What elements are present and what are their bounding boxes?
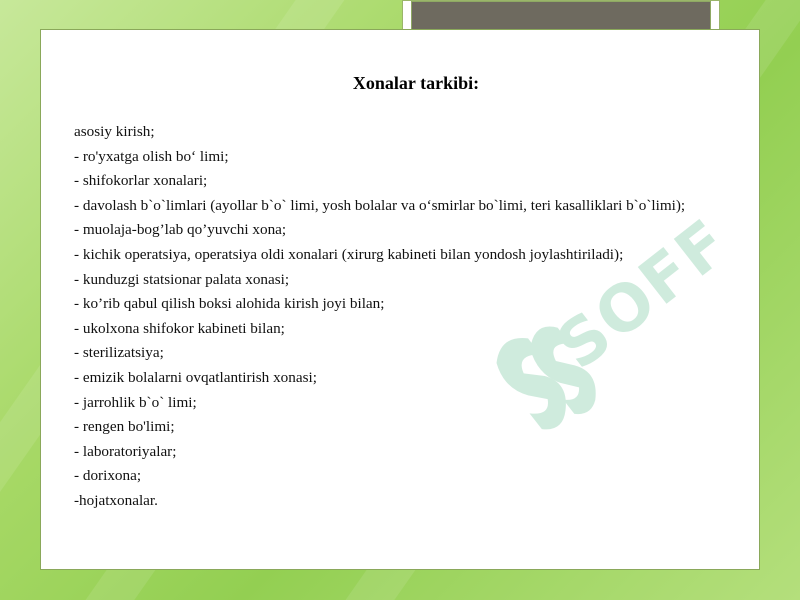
page-title: Xonalar tarkibi: bbox=[352, 73, 480, 93]
list-item: - davolash b`o`limlari (ayollar b`o` limi, yosh bolalar va o‘smirlar bo`limi, teri kasalliklari b`o`limi); bbox=[74, 196, 686, 214]
list-item: - sterilizatsiya; bbox=[74, 344, 164, 362]
slide-content-panel bbox=[40, 29, 760, 570]
list-item: - laboratoriyalar; bbox=[74, 442, 177, 460]
list-item: - jarrohlik b`o` limi; bbox=[74, 393, 197, 411]
list-item: asosiy kirish; bbox=[74, 123, 155, 140]
list-item: - ro'yxatga olish bo‘ limi; bbox=[74, 147, 229, 165]
list-item: - kichik operatsiya, operatsiya oldi xonalari (xirurg kabineti bilan yondosh joylashtiriladi); bbox=[74, 245, 624, 263]
list-item: - kunduzgi statsionar palata xonasi; bbox=[74, 270, 290, 288]
list-item: - muolaja-bog’lab qo’yuvchi xona; bbox=[74, 221, 287, 239]
room-list bbox=[74, 120, 744, 514]
list-item: - shifokorlar xonalari; bbox=[74, 172, 208, 190]
list-item: - dorixona; bbox=[74, 467, 142, 485]
watermark-text: SOFF bbox=[543, 205, 744, 385]
list-item: - ko’rib qabul qilish boksi alohida kirish joyi bilan; bbox=[74, 295, 385, 313]
list-item: -hojatxonalar. bbox=[74, 491, 158, 509]
list-item: - ukolxona shifokor kabineti bilan; bbox=[74, 319, 285, 337]
list-item: - rengen bo'limi; bbox=[74, 418, 175, 436]
list-item: - emizik bolalarni ovqatlantirish xonasi; bbox=[74, 368, 317, 386]
